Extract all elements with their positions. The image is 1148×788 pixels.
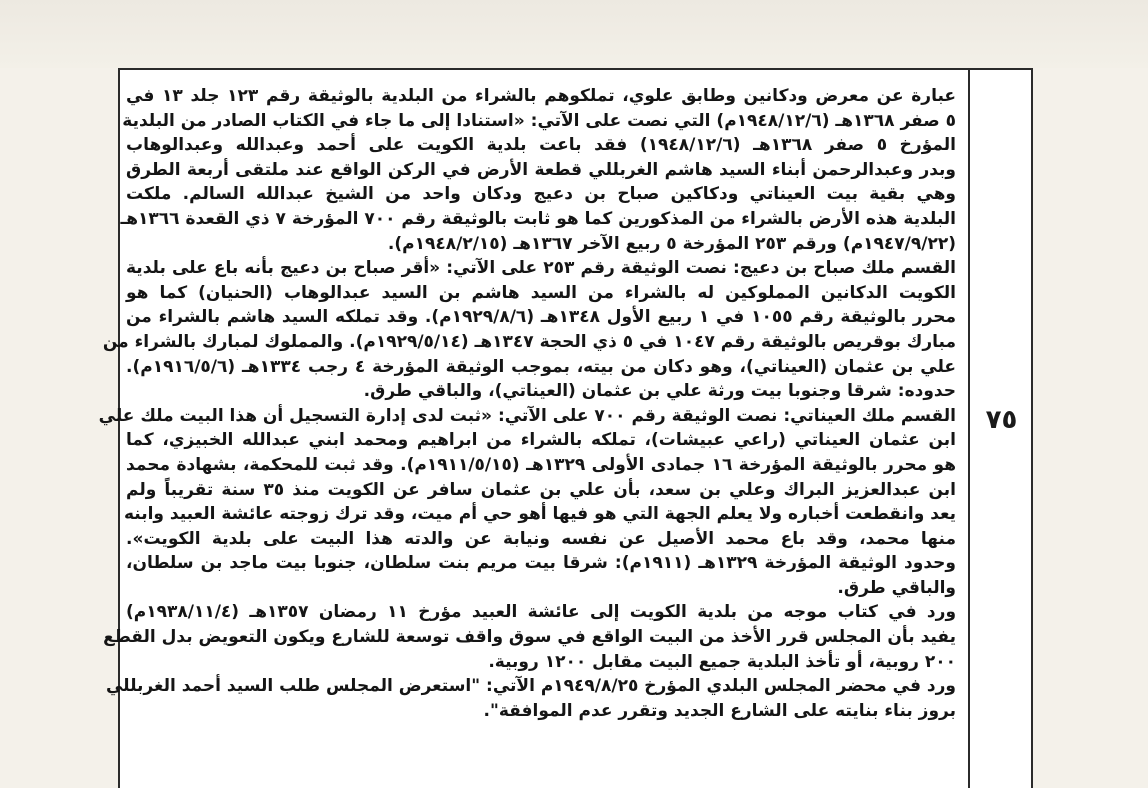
text-line: وهي بقية بيت العيناتي ودكاكين صباح بن دعيج ودكان واحد من الشيخ عبدالله السالم. ملكت [126, 184, 956, 205]
text-line: ابن عثمان العيناتي (راعي عبيشات)، تملكه بالشراء من ابراهيم ومحمد ابني عبدالله الخبيزي، كما [126, 430, 956, 451]
text-line: محرر بالوثيقة رقم ١٠٥٥ في ١ ربيع الأول ١٣٤٨هـ (١٩٢٩/٨/٦م). وقد تملكه السيد هاشم بالشراء من [126, 307, 956, 328]
paragraph-sabah-section [102, 256, 957, 404]
paragraph-council-minutes [105, 674, 956, 723]
text-line: منها محمد، وقد باع محمد الأصيل عن نفسه ونيابة عن والدته هذا البيت على بلدية الكويت». [126, 528, 956, 549]
text-line: بروز بناء بنايته على الشارع الجديد وتقرر عدم الموافقة". [483, 700, 956, 721]
text-line: (١٩٤٧/٩/٢٢م) ورقم ٢٥٣ المؤرخة ٥ ربيع الآخر ١٣٦٧هـ (١٩٤٨/٢/١٥م). [387, 233, 956, 254]
text-line: وحدود الوثيقة المؤرخة ١٣٢٩هـ (١٩١١م): شرقا بيت مريم بنت سلطان، جنوبا بيت ماجد بن سلطان، [126, 553, 956, 574]
text-line: الكويت الدكانين المملوكين له بالشراء من السيد هاشم بن السيد عبدالوهاب (الحنيان) كما هو [126, 282, 956, 303]
text-line: المؤرخ ٥ صفر ١٣٦٨هـ (١٩٤٨/١٢/٦) فقد باعت بلدية الكويت على أحمد وعبدالله وعبدالوهاب [126, 135, 956, 156]
row-content [98, 84, 957, 723]
text-line: والباقي طرق. [837, 577, 956, 598]
text-line: يفيد بأن المجلس قرر الأخذ من البيت الواقع في سوق واقف توسعة للشارع ويكون التعويض بدل القطع [103, 627, 956, 648]
text-line: القسم ملك العيناتي: نصت الوثيقة رقم ٧٠٠ على الآتي: «ثبت لدى إدارة التسجيل أن هذا البيت ملك علي [98, 405, 956, 426]
text-line: البلدية هذه الأرض بالشراء من المذكورين كما هو ثابت بالوثيقة رقم ٧٠٠ المؤرخة ٧ ذي القعدة ١٣٦٦هـ [120, 208, 956, 229]
document-table [98, 68, 1033, 788]
text-line: عبارة عن معرض ودكانين وطابق علوي، تملكوهم بالشراء من البلدية بالوثيقة رقم ١٢٣ جلد ١٣ في [126, 86, 957, 106]
row-number: ٧٥ [985, 405, 1018, 435]
text-line: ابن عبدالعزيز البراك وعلي بن سعد، بأن علي بن عثمان سافر عن الكويت منذ ٣٥ سنة تقريباً ولم [126, 479, 956, 500]
text-line: حدوده: شرقا وجنوبا بيت ورثة علي بن عثمان (العيناتي)، والباقي طرق. [363, 381, 956, 402]
text-line: ٥ صفر ١٣٦٨هـ (١٩٤٨/١٢/٦م) التي نصت على الآتي: «استنادا إلى ما جاء في الكتاب الصادر من البلدية [122, 110, 956, 131]
text-line: مبارك بوقريص بالوثيقة رقم ١٠٤٧ في ٥ ذي الحجة ١٣٤٧هـ (١٩٢٩/٥/١٤م). والمملوك لمبارك بالشراء من [102, 331, 956, 352]
text-line: ٢٠٠ روبية، أو تأخذ البلدية جميع البيت مقابل ١٢٠٠ روبية. [488, 651, 956, 672]
paper-background-top [0, 0, 1148, 68]
paragraph-ainati-section [98, 404, 956, 601]
text-line: يعد وانقطعت أخباره ولا يعلم الجهة التي هو فيها أهو حي أم ميت، وقد ترك زوجته عائشة العبيد وابنه [123, 504, 956, 525]
paragraph-municipality-letter [103, 600, 957, 674]
text-line: ورد في محضر المجلس البلدي المؤرخ ١٩٤٩/٨/٢٥م الآتي: "استعرض المجلس طلب السيد أحمد الغربللي [105, 676, 956, 697]
text-line: ورد في كتاب موجه من بلدية الكويت إلى عائشة العبيد مؤرخ ١١ رمضان ١٣٥٧هـ (١٩٣٨/١١/٤م) [126, 602, 957, 623]
text-line: وبدر وعبدالرحمن أبناء السيد هاشم الغربللي قطعة الأرض في الركن الواقع عند ملتقى أربعة الطرق [126, 159, 956, 180]
text-line: القسم ملك صباح بن دعيج: نصت الوثيقة رقم ٢٥٣ على الآتي: «أقر صباح بن دعيج بأنه باع على بلدية [126, 258, 957, 279]
text-line: علي بن عثمان (العيناتي)، وهو دكان من بيته، بموجب الوثيقة المؤرخة ٤ رجب ١٣٣٤هـ (١٩١٦/٥/٦م). [126, 356, 956, 377]
paragraph-municipality-purchase [120, 84, 957, 256]
text-line: هو محرر بالوثيقة المؤرخة ١٦ جمادى الأولى ١٣٢٩هـ (١٩١١/٥/١٥م). وقد ثبت للمحكمة، بشهادة محمد [126, 454, 956, 475]
